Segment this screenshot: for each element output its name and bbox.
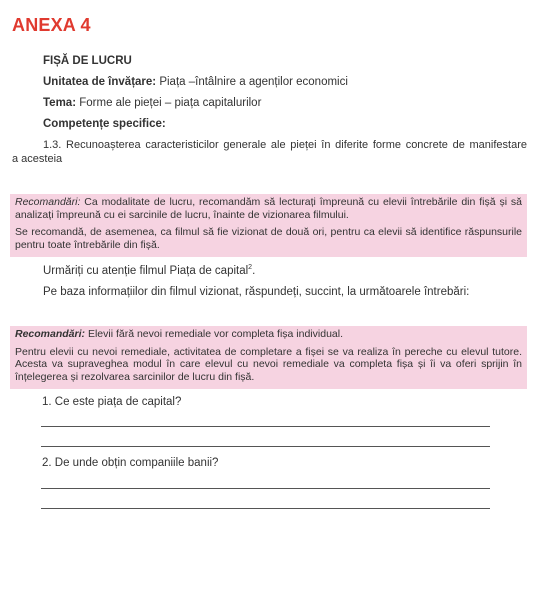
answer-line-1b[interactable] [41,446,490,447]
instruction-2: Pe baza informațiilor din filmul vizionat, răspundeți, succint, la următoarele întrebări: [43,286,470,298]
footnote-marker: 2 [248,264,253,272]
answer-line-2a[interactable] [41,488,490,489]
topic-line [43,96,261,110]
worksheet-title: FIȘĂ DE LUCRU [43,55,132,67]
recommendation-1-label: Recomandări: [15,196,81,208]
recommendation-1-text-1: Ca modalitate de lucru, recomandăm să lecturați împreună cu elevii întrebările din fișă și să analizați împreună cu ei sarcinile de lucru, înainte de vizionarea filmului. [15,196,522,221]
annex-title: ANEXA 4 [12,15,91,35]
unit-value: Piața –întâlnire a agenților economici [159,76,348,88]
question-2: 2. De unde obțin companiile banii? [42,457,219,469]
recommendation-2-paragraph-2: Pentru elevii cu nevoi remediale, activitatea de completare a fișei se va realiza în pereche cu elevul tutore. Acesta va supraveghea modul în care elevul cu nevoi remediale va completa fișa și îi va oferi sprijin în înțelegerea și rezolvarea sarcinilor de lucru din fișă. [15,345,522,383]
unit-label: Unitatea de învățare: [43,76,157,88]
competences-label: Competențe specifice: [43,118,166,130]
unit-line [43,75,348,89]
topic-label: Tema: [43,97,77,109]
recommendation-box-2 [10,326,527,389]
answer-line-1a[interactable] [41,426,490,427]
competence-line-1: 1.3. Recunoașterea caracteristicilor generale ale pieței în diferite forme concrete de manifestare [43,139,527,151]
recommendation-2-text-1: Elevii fără nevoi remediale vor completa fișa individual. [87,328,343,340]
recommendation-1-paragraph-1 [15,196,522,221]
answer-line-2b[interactable] [41,508,490,509]
topic-value: Forme ale pieței – piața capitalurilor [79,97,262,109]
recommendation-2-paragraph-1 [15,328,522,341]
instruction-1-text: Urmăriți cu atenție filmul Piața de capital [43,265,249,277]
instruction-1-end: . [252,265,256,277]
competence-line-2: a acesteia [12,153,63,165]
recommendation-box-1 [10,194,527,257]
recommendation-2-label: Recomandări: [15,328,86,340]
question-1: 1. Ce este piața de capital? [42,396,182,408]
instruction-1 [43,264,255,278]
recommendation-1-paragraph-2: Se recomandă, de asemenea, ca filmul să fie vizionat de două ori, pentru ca elevii să identifice răspunsurile pentru toate întrebările din fișă. [15,226,522,251]
